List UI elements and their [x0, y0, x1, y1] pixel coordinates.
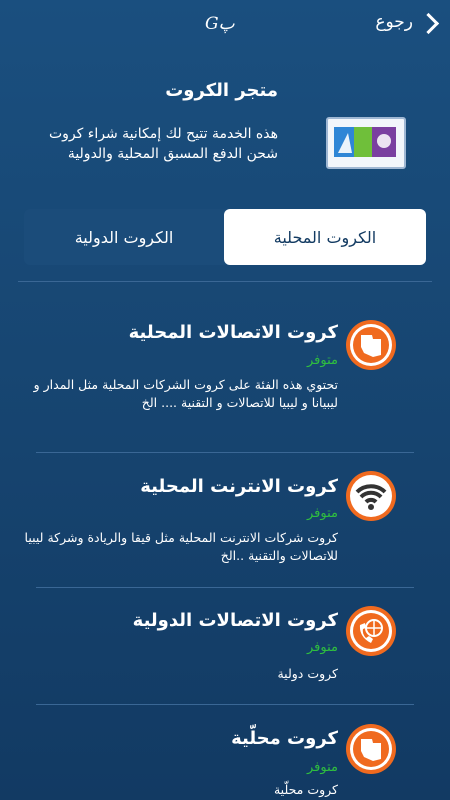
divider — [36, 704, 414, 705]
category-title: كروت الاتصالات المحلية — [128, 322, 338, 343]
store-title: متجر الكروت — [165, 80, 278, 101]
libya-map-icon — [342, 317, 400, 375]
availability-status: متوفر — [307, 506, 338, 521]
chevron-right-icon — [418, 12, 439, 33]
category-description: كروت محلّية — [273, 782, 338, 797]
category-title: كروت الاتصالات الدولية — [132, 610, 338, 631]
top-bar — [0, 0, 450, 50]
category-title: كروت محلّية — [231, 728, 338, 749]
availability-status: متوفر — [307, 353, 338, 368]
store-description: هذه الخدمة تتيح لك إمكانية شراء كروت شحن الدفع المسبق المحلية والدولية — [48, 126, 278, 162]
category-description: كروت دولية — [277, 666, 338, 681]
globe-phone-icon — [342, 603, 400, 661]
tab-bar — [24, 209, 426, 265]
category-local-cards[interactable] — [0, 720, 450, 800]
category-local-telecom[interactable] — [0, 315, 450, 450]
back-label: رجوع — [375, 12, 413, 32]
category-local-internet[interactable] — [0, 465, 450, 585]
back-button[interactable] — [375, 12, 436, 32]
app-logo: Gپ — [205, 14, 235, 34]
tab-local-cards[interactable]: الكروت المحلية — [224, 209, 426, 265]
category-description: كروت شركات الانترنت المحلية مثل قيقا والريادة وشركة ليبيا للاتصالات والتقنية ..الخ — [24, 530, 338, 563]
divider — [18, 281, 432, 282]
tab-international-cards[interactable]: الكروت الدولية — [74, 227, 174, 247]
category-title: كروت الانترنت المحلية — [140, 476, 338, 497]
divider — [36, 587, 414, 588]
libya-map-icon — [342, 721, 400, 779]
cards-image — [326, 117, 406, 169]
divider — [36, 452, 414, 453]
category-international-telecom[interactable] — [0, 600, 450, 700]
category-description: تحتوي هذه الفئة على كروت الشركات المحلية مثل المدار و ليبيانا و ليبيا للاتصالات و التقنية .... الخ — [33, 377, 338, 410]
availability-status: متوفر — [307, 640, 338, 655]
availability-status: متوفر — [307, 760, 338, 775]
wifi-icon — [342, 468, 400, 526]
